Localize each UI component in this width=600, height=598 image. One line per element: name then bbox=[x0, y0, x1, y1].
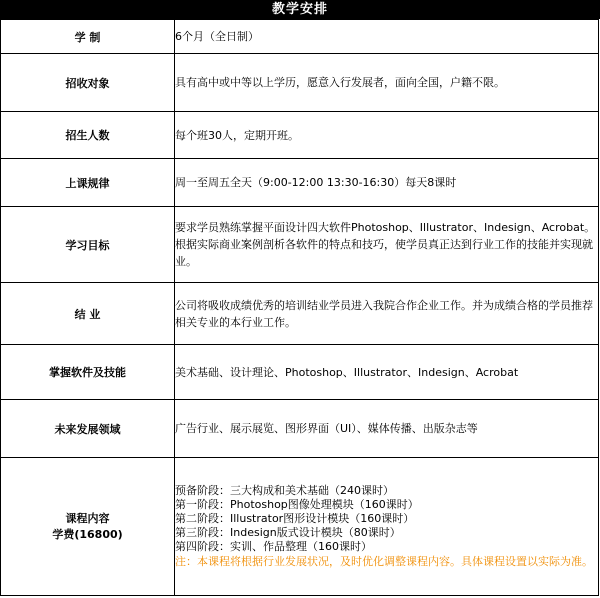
row-value: 具有高中或中等以上学历，愿意入行发展者，面向全国，户籍不限。 bbox=[175, 54, 599, 112]
row-label: 未来发展领域 bbox=[1, 400, 175, 458]
table-row-learning-goals bbox=[1, 207, 599, 283]
table-row-graduation bbox=[1, 283, 599, 345]
row-value: 6个月（全日制） bbox=[175, 20, 599, 54]
course-stages bbox=[175, 458, 599, 596]
row-label: 掌握软件及技能 bbox=[1, 345, 175, 400]
row-value: 每个班30人，定期开班。 bbox=[175, 112, 599, 159]
table-row-duration bbox=[1, 20, 599, 54]
table-row-class-size bbox=[1, 112, 599, 159]
course-stage: 第四阶段：实训、作品整理（160课时） bbox=[175, 540, 372, 553]
row-label: 结 业 bbox=[1, 283, 175, 345]
course-stage: 第一阶段：Photoshop图像处理模块（160课时） bbox=[175, 498, 419, 511]
row-label: 招生人数 bbox=[1, 112, 175, 159]
course-label-title: 课程内容 bbox=[65, 511, 110, 525]
course-stage: 第二阶段：Illustrator图形设计模块（160课时） bbox=[175, 512, 415, 525]
row-value: 美术基础、设计理论、Photoshop、Illustrator、Indesign、Acrobat bbox=[175, 345, 599, 400]
table-row-software-skills bbox=[1, 345, 599, 400]
course-note: 注：本课程将根据行业发展状况，及时优化调整课程内容。具体课程设置以实际为准。 bbox=[175, 555, 593, 568]
table-row-career-fields bbox=[1, 400, 599, 458]
row-value: 广告行业、展示展览、图形界面（UI）、媒体传播、出版杂志等 bbox=[175, 400, 599, 458]
row-value: 要求学员熟练掌握平面设计四大软件Photoshop、Illustrator、Indesign、Acrobat。根据实际商业案例剖析各软件的特点和技巧，使学员真正达到行业工作的技能并实现就业。 bbox=[175, 207, 599, 283]
table-row-course-content bbox=[1, 458, 599, 596]
table-row-enrollment-target bbox=[1, 54, 599, 112]
course-label-fee: 学费(16800) bbox=[52, 527, 123, 541]
row-label: 学 制 bbox=[1, 20, 175, 54]
row-value: 周一至周五全天（9:00-12:00 13:30-16:30）每天8课时 bbox=[175, 159, 599, 207]
course-stage: 预备阶段：三大构成和美术基础（240课时） bbox=[175, 484, 394, 497]
table-row-class-hours bbox=[1, 159, 599, 207]
row-label: 招收对象 bbox=[1, 54, 175, 112]
row-label: 学习目标 bbox=[1, 207, 175, 283]
course-label bbox=[1, 458, 175, 596]
schedule-table bbox=[0, 19, 599, 596]
page-title: 教学安排 bbox=[0, 0, 600, 19]
course-stage: 第三阶段：Indesign版式设计模块（80课时） bbox=[175, 526, 401, 539]
row-value: 公司将吸收成绩优秀的培训结业学员进入我院合作企业工作。并为成绩合格的学员推荐相关专业的本行业工作。 bbox=[175, 283, 599, 345]
row-label: 上课规律 bbox=[1, 159, 175, 207]
